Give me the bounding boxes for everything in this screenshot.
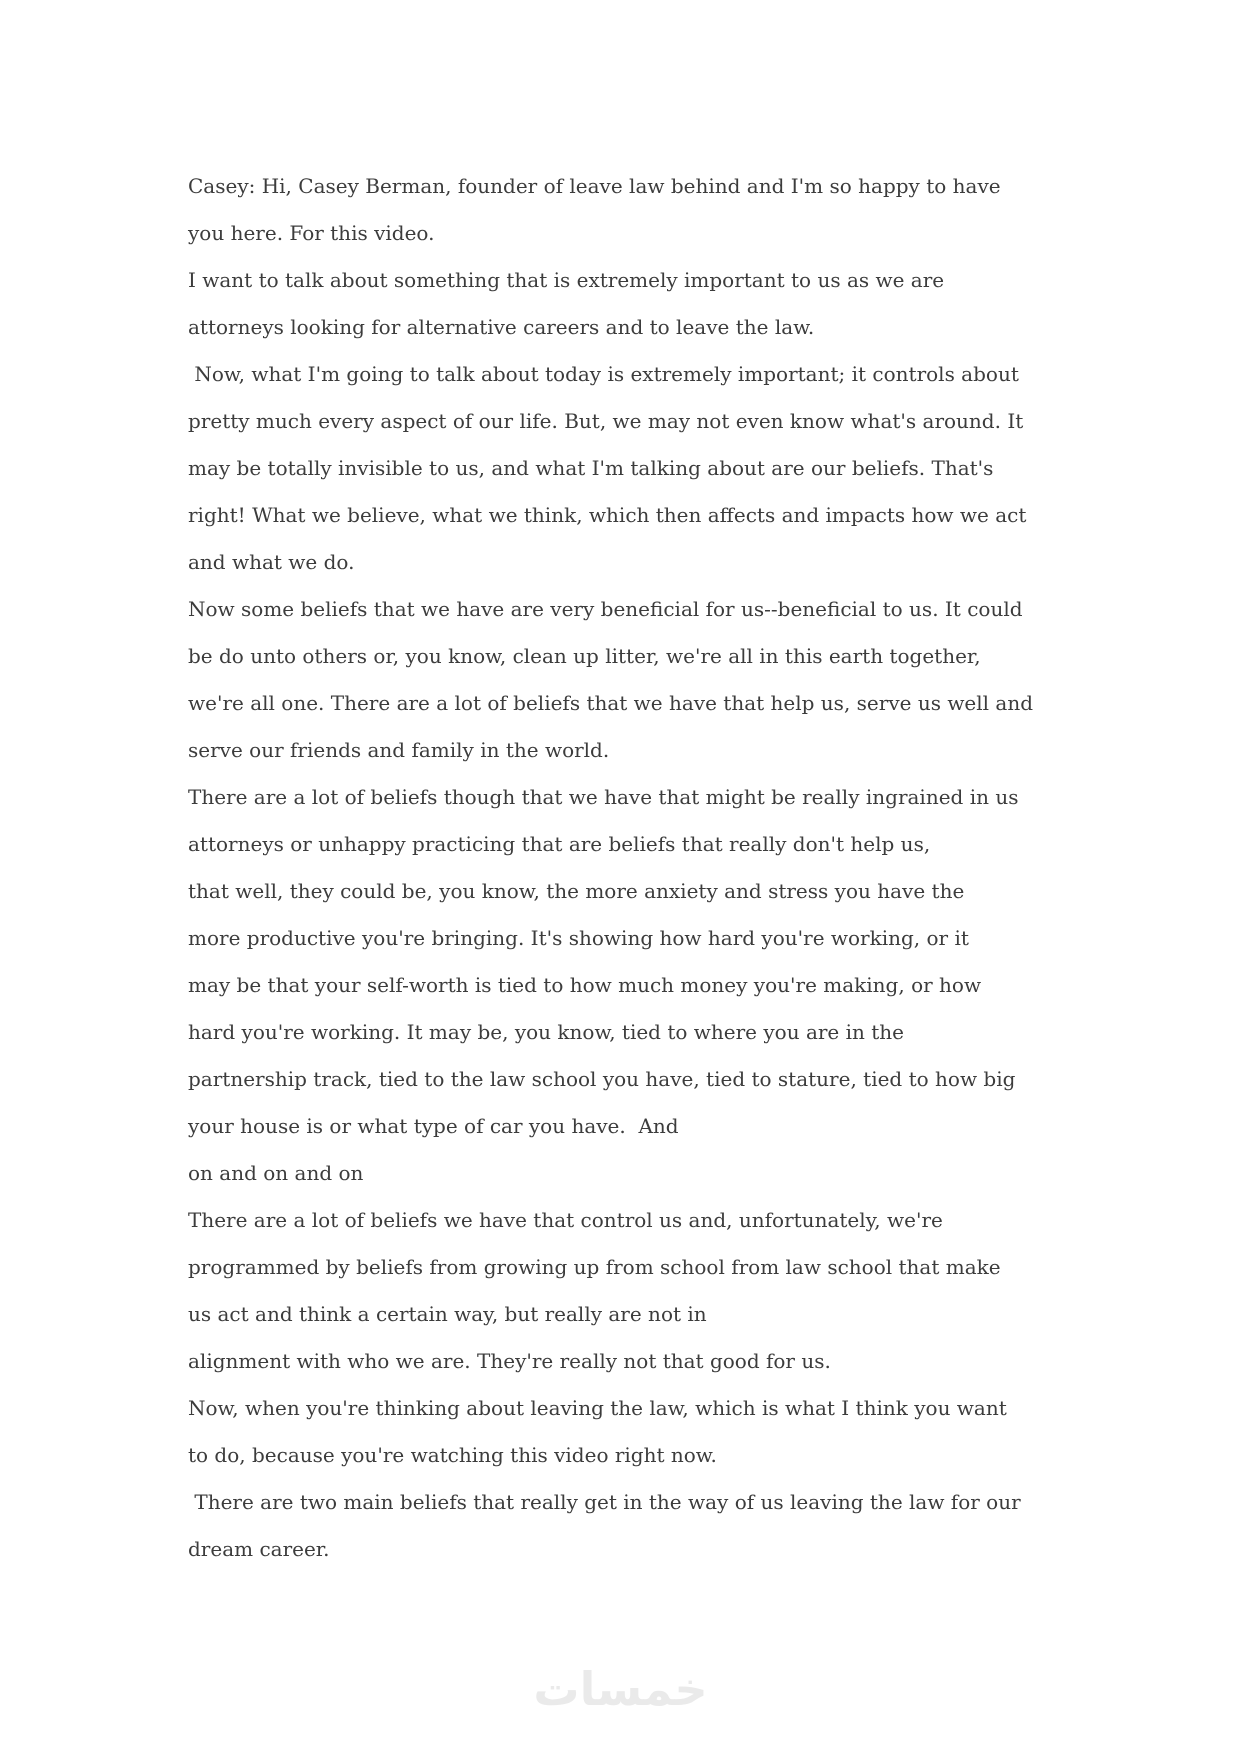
transcript-line: I want to talk about something that is extremely important to us as we are [188, 268, 945, 292]
transcript-line: be do unto others or, you know, clean up litter, we're all in this earth together, [188, 644, 981, 668]
transcript-line: serve our friends and family in the world. [188, 738, 610, 762]
transcript-line: There are a lot of beliefs we have that control us and, unfortunately, we're [188, 1208, 943, 1232]
transcript-line: that well, they could be, you know, the more anxiety and stress you have the [188, 879, 965, 903]
transcript-line: alignment with who we are. They're really not that good for us. [188, 1349, 831, 1373]
transcript-line: may be totally invisible to us, and what I'm talking about are our beliefs. That's [188, 456, 994, 480]
transcript-line: right! What we believe, what we think, which then affects and impacts how we act [188, 503, 1027, 527]
transcript-line: partnership track, tied to the law school you have, tied to stature, tied to how big [188, 1067, 1016, 1091]
transcript-line: Now some beliefs that we have are very beneficial for us--beneficial to us. It could [188, 597, 1023, 621]
transcript-line: Now, when you're thinking about leaving the law, which is what I think you want [188, 1396, 1007, 1420]
transcript-line: and what we do. [188, 550, 355, 574]
transcript-line: programmed by beliefs from growing up from school from law school that make [188, 1255, 1001, 1279]
transcript-line: your house is or what type of car you have. And [188, 1114, 679, 1138]
transcript-line: us act and think a certain way, but really are not in [188, 1302, 707, 1326]
khamsat-watermark: خمسات [533, 1662, 708, 1716]
transcript-line: dream career. [188, 1537, 330, 1561]
transcript-line: on and on and on [188, 1161, 364, 1185]
transcript-line: Now, what I'm going to talk about today is extremely important; it controls about [188, 362, 1019, 386]
transcript-line: Casey: Hi, Casey Berman, founder of leave law behind and I'm so happy to have [188, 174, 1001, 198]
transcript [188, 163, 1088, 1573]
transcript-line: attorneys looking for alternative careers and to leave the law. [188, 315, 815, 339]
transcript-line: There are a lot of beliefs though that we have that might be really ingrained in us [188, 785, 1019, 809]
transcript-line: hard you're working. It may be, you know, tied to where you are in the [188, 1020, 905, 1044]
transcript-line: we're all one. There are a lot of beliefs that we have that help us, serve us well and [188, 691, 1034, 715]
transcript-line: to do, because you're watching this video right now. [188, 1443, 717, 1467]
transcript-line: more productive you're bringing. It's showing how hard you're working, or it [188, 926, 969, 950]
transcript-line: attorneys or unhappy practicing that are beliefs that really don't help us, [188, 832, 931, 856]
transcript-line: you here. For this video. [188, 221, 435, 245]
transcript-line: There are two main beliefs that really get in the way of us leaving the law for our [188, 1490, 1021, 1514]
transcript-line: may be that your self-worth is tied to how much money you're making, or how [188, 973, 982, 997]
transcript-line: pretty much every aspect of our life. But, we may not even know what's around. It [188, 409, 1024, 433]
